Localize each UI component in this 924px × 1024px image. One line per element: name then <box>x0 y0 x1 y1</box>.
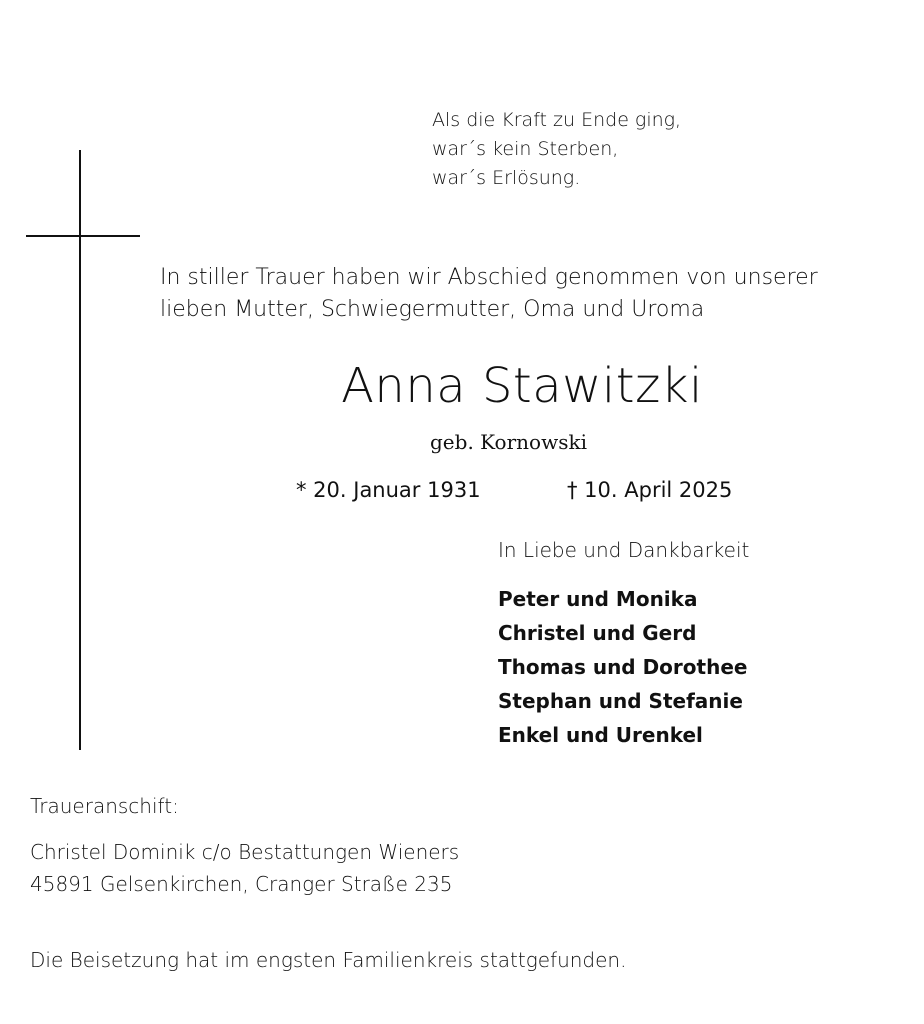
address-line: Christel Dominik c/o Bestattungen Wieners <box>30 840 460 864</box>
mourner-name: Christel und Gerd <box>498 621 697 645</box>
mourning-address <box>30 836 459 900</box>
death-date: † 10. April 2025 <box>567 478 733 502</box>
motto-line: war´s kein Sterben, <box>432 138 619 160</box>
mourners-list <box>498 582 747 752</box>
cross-horizontal-bar <box>26 235 140 237</box>
mourner-name: Thomas und Dorothee <box>498 655 748 679</box>
birth-date: * 20. Januar 1931 <box>296 478 481 502</box>
motto-verse <box>432 106 681 193</box>
intro-line: In stiller Trauer haben wir Abschied genommen von unserer <box>160 265 818 290</box>
cross-vertical-bar <box>79 150 81 750</box>
address-line: 45891 Gelsenkirchen, Cranger Straße 235 <box>30 872 453 896</box>
maiden-name: geb. Kornowski <box>430 430 587 454</box>
motto-line: war´s Erlösung. <box>432 167 581 189</box>
mourner-name: Enkel und Urenkel <box>498 723 703 747</box>
motto-line: Als die Kraft zu Ende ging, <box>432 109 682 131</box>
mourning-intro <box>160 262 818 326</box>
mourner-name: Peter und Monika <box>498 587 698 611</box>
intro-line: lieben Mutter, Schwiegermutter, Oma und Uroma <box>160 297 705 322</box>
burial-note: Die Beisetzung hat im engsten Familienkreis stattgefunden. <box>30 948 627 972</box>
mourners-intro: In Liebe und Dankbarkeit <box>498 538 750 562</box>
address-label: Traueranschift: <box>30 794 179 818</box>
mourner-name: Stephan und Stefanie <box>498 689 743 713</box>
deceased-name: Anna Stawitzki <box>341 358 703 414</box>
